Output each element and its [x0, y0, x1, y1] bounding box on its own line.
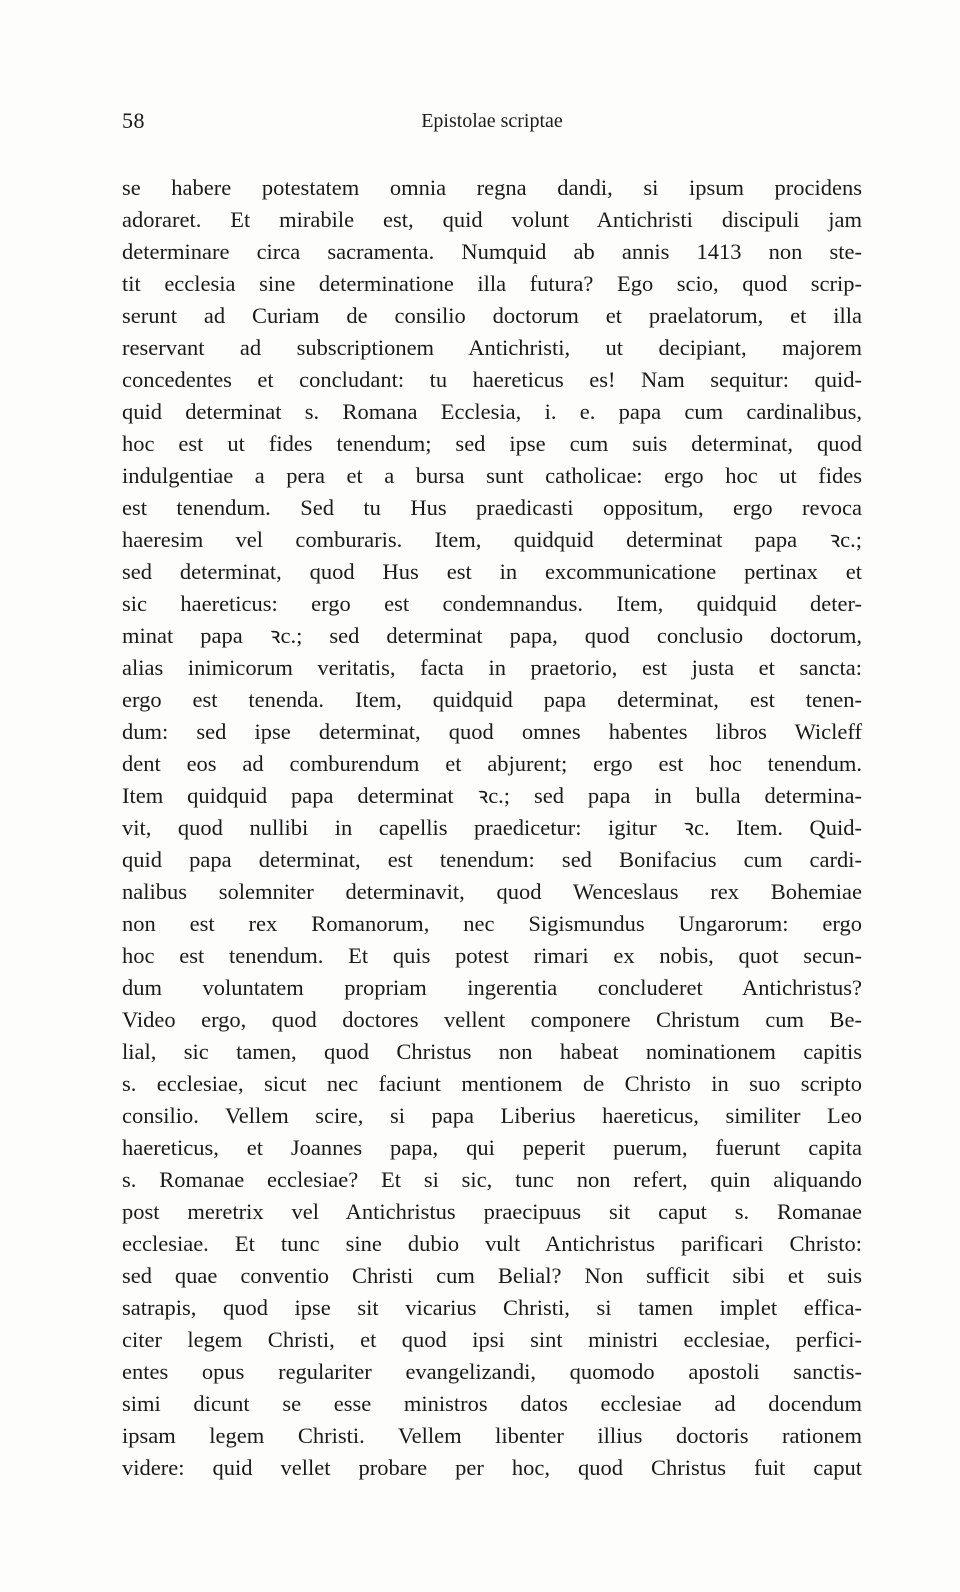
- text-line: entes opus regulariter evangelizandi, quomodo apostoli sanctis-: [122, 1359, 862, 1384]
- text-line: sed determinat, quod Hus est in excommunicatione pertinax et: [122, 559, 862, 584]
- text-line: hoc est tenendum. Et quis potest rimari ex nobis, quot secun-: [122, 943, 862, 968]
- text-line: haeresim vel comburaris. Item, quidquid determinat papa ꝛc.;: [122, 527, 862, 552]
- text-line: ecclesiae. Et tunc sine dubio vult Antichristus parificari Christo:: [122, 1231, 862, 1256]
- text-line: Item quidquid papa determinat ꝛc.; sed papa in bulla determina-: [122, 783, 862, 808]
- text-line: tit ecclesia sine determinatione illa futura? Ego scio, quod scrip-: [122, 271, 862, 296]
- text-line: citer legem Christi, et quod ipsi sint ministri ecclesiae, perfici-: [122, 1327, 862, 1352]
- text-line: quid determinat s. Romana Ecclesia, i. e. papa cum cardinalibus,: [122, 399, 862, 424]
- text-line: s. ecclesiae, sicut nec faciunt mentionem de Christo in suo scripto: [122, 1071, 862, 1096]
- text-line: sic haereticus: ergo est condemnandus. Item, quidquid deter-: [122, 591, 862, 616]
- text-line: hoc est ut fides tenendum; sed ipse cum suis determinat, quod: [122, 431, 862, 456]
- text-line: concedentes et concludant: tu haereticus es! Nam sequitur: quid-: [122, 367, 862, 392]
- text-line: se habere potestatem omnia regna dandi, si ipsum procidens: [122, 175, 862, 200]
- text-line: vit, quod nullibi in capellis praedicetur: igitur ꝛc. Item. Quid-: [122, 815, 862, 840]
- text-line: haereticus, et Joannes papa, qui peperit puerum, fuerunt capita: [122, 1135, 862, 1160]
- text-line: adoraret. Et mirabile est, quid volunt Antichristi discipuli jam: [122, 207, 862, 232]
- text-line: non est rex Romanorum, nec Sigismundus Ungarorum: ergo: [122, 911, 862, 936]
- text-line: alias inimicorum veritatis, facta in praetorio, est justa et sancta:: [122, 655, 862, 680]
- text-line: nalibus solemniter determinavit, quod Wenceslaus rex Bohemiae: [122, 879, 862, 904]
- text-line: est tenendum. Sed tu Hus praedicasti oppositum, ergo revoca: [122, 495, 862, 520]
- text-line: reservant ad subscriptionem Antichristi, ut decipiant, majorem: [122, 335, 862, 360]
- running-head: [122, 108, 862, 138]
- page-number: 58: [122, 108, 145, 133]
- text-line: minat papa ꝛc.; sed determinat papa, quod conclusio doctorum,: [122, 623, 862, 648]
- text-line: post meretrix vel Antichristus praecipuus sit caput s. Romanae: [122, 1199, 862, 1224]
- text-line: dum voluntatem propriam ingerentia concluderet Antichristus?: [122, 975, 862, 1000]
- text-line: dum: sed ipse determinat, quod omnes habentes libros Wicleff: [122, 719, 862, 744]
- text-line: determinare circa sacramenta. Numquid ab annis 1413 non ste-: [122, 239, 862, 264]
- text-line: sed quae conventio Christi cum Belial? Non sufficit sibi et suis: [122, 1263, 862, 1288]
- text-line: serunt ad Curiam de consilio doctorum et praelatorum, et illa: [122, 303, 862, 328]
- text-line: consilio. Vellem scire, si papa Liberius haereticus, similiter Leo: [122, 1103, 862, 1128]
- text-line: simi dicunt se esse ministros datos ecclesiae ad docendum: [122, 1391, 862, 1416]
- text-line: dent eos ad comburendum et abjurent; ergo est hoc tenendum.: [122, 751, 862, 776]
- text-line: lial, sic tamen, quod Christus non habeat nominationem capitis: [122, 1039, 862, 1064]
- text-line: quid papa determinat, est tenendum: sed Bonifacius cum cardi-: [122, 847, 862, 872]
- text-line: satrapis, quod ipse sit vicarius Christi, si tamen implet effica-: [122, 1295, 862, 1320]
- body-text: [122, 172, 862, 1484]
- text-line: s. Romanae ecclesiae? Et si sic, tunc non refert, quin aliquando: [122, 1167, 862, 1192]
- text-line: videre: quid vellet probare per hoc, quod Christus fuit caput: [122, 1455, 862, 1480]
- text-line: indulgentiae a pera et a bursa sunt catholicae: ergo hoc ut fides: [122, 463, 862, 488]
- text-line: ipsam legem Christi. Vellem libenter illius doctoris rationem: [122, 1423, 862, 1448]
- text-line: Video ergo, quod doctores vellent componere Christum cum Be-: [122, 1007, 862, 1032]
- running-title: Epistolae scriptae: [421, 110, 563, 132]
- text-line: ergo est tenenda. Item, quidquid papa determinat, est tenen-: [122, 687, 862, 712]
